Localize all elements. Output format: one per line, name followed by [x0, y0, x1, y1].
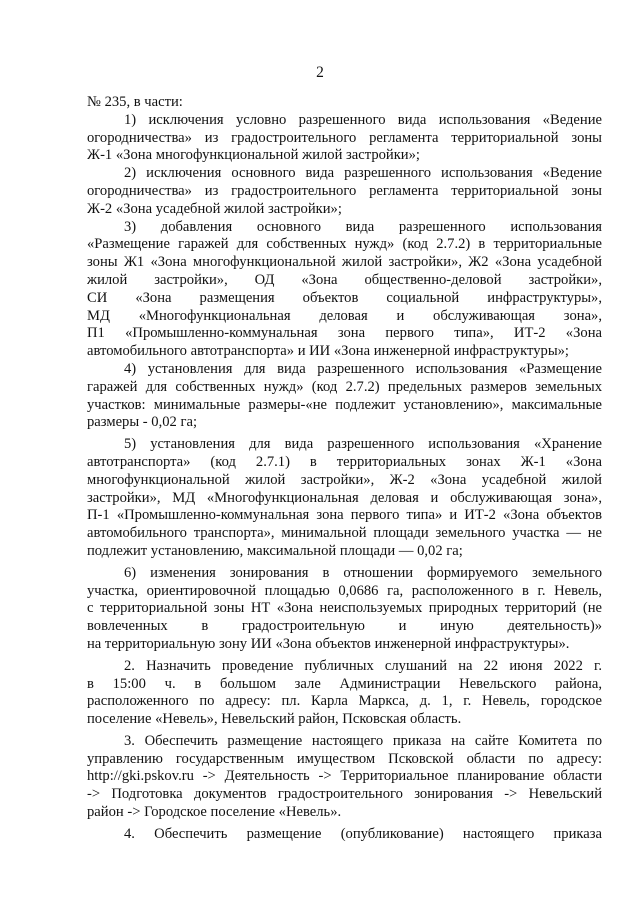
- text-line: 2) исключения основного вида разрешенного использования «Ведение: [124, 165, 602, 182]
- text-line: П-1 «Промышленно-коммунальная зона первого типа» и ИТ-2 «Зона объектов: [87, 507, 602, 524]
- paragraph-item-4: [87, 361, 602, 432]
- text-line: поселение «Невель», Невельский район, Псковская область.: [87, 711, 462, 728]
- text-line: 4) установления для вида разрешенного использования «Размещение: [124, 360, 602, 377]
- text-line: 1) исключения условно разрешенного вида использования «Ведение: [124, 111, 602, 128]
- text-line: застройки», МД «Многофункциональная деловая и обслуживающая зона»,: [87, 489, 602, 506]
- text-line: «Размещение гаражей для собственных нужд» (код 2.7.2) в территориальные: [87, 236, 602, 253]
- paragraph-item-6: [87, 565, 602, 654]
- text-line: участков: минимальные размеры-«не подлежит установлению», максимальные: [87, 396, 602, 413]
- text-line: автомобильного автотранспорта» и ИИ «Зона инженерной инфраструктуры»;: [87, 343, 569, 360]
- text-line: 3. Обеспечить размещение настоящего приказа на сайте Комитета по: [124, 732, 602, 749]
- text-line: размеры - 0,02 га;: [87, 414, 198, 431]
- text-line: огородничества» из градостроительного регламента территориальной зоны: [87, 129, 602, 146]
- text-line: расположенного по адресу: пл. Карла Маркса, д. 1, г. Невель, городское: [87, 693, 602, 710]
- paragraph-section-4: [87, 826, 602, 844]
- text-line: МД «Многофункциональная деловая и обслуживающая зона»,: [87, 307, 602, 324]
- text-line: П1 «Промышленно-коммунальная зона первого типа», ИТ-2 «Зона: [87, 325, 602, 342]
- text-line: 2. Назначить проведение публичных слушаний на 22 июня 2022 г.: [124, 657, 602, 674]
- text-line: 6) изменения зонирования в отношении формируемого земельного: [124, 564, 602, 581]
- paragraph-intro: [87, 94, 602, 112]
- text-line: СИ «Зона размещения объектов социальной инфраструктуры»,: [87, 289, 602, 306]
- text-line: в 15:00 ч. в большом зале Администрации Невельского района,: [87, 675, 602, 692]
- document-body: [87, 94, 602, 844]
- text-line: Ж-2 «Зона усадебной жилой застройки»;: [87, 200, 342, 217]
- text-line: район -> Городское поселение «Невель».: [87, 804, 342, 821]
- text-line: http://gki.pskov.ru -> Деятельность -> Территориальное планирование области: [87, 768, 602, 785]
- paragraph-section-2: [87, 658, 602, 729]
- text-line: гаражей для собственных нужд» (код 2.7.2) предельных размеров земельных: [87, 378, 602, 395]
- text-line: 4. Обеспечить размещение (опубликование) настоящего приказа: [124, 825, 602, 842]
- text-line: участка, ориентировочной площадью 0,0686 га, расположенного в г. Невель,: [87, 582, 602, 599]
- text-line: Ж-1 «Зона многофункциональной жилой застройки»;: [87, 147, 420, 164]
- paragraph-item-5: [87, 436, 602, 561]
- text-line: -> Подготовка документов градостроительного зонирования -> Невельский: [87, 786, 602, 803]
- text-line: подлежит установлению, максимальной площади — 0,02 га;: [87, 542, 463, 559]
- text-line: автомобильного транспорта», минимальной площади земельного участка — не: [87, 525, 602, 542]
- text-line: зоны Ж1 «Зона многофункциональной жилой застройки», Ж2 «Зона усадебной: [87, 254, 602, 271]
- page-number: 2: [316, 64, 324, 81]
- paragraph-item-1: [87, 112, 602, 165]
- paragraph-section-3: [87, 733, 602, 822]
- text-line: вовлеченных в градостроительную и иную деятельность)»: [87, 618, 602, 635]
- paragraph-item-3: [87, 219, 602, 361]
- text-line: с территориальной зоны НТ «Зона неиспользуемых природных территорий (не: [87, 600, 602, 617]
- text-line: 3) добавления основного вида разрешенного использования: [124, 218, 602, 235]
- text-line: огородничества» из градостроительного регламента территориальной зоны: [87, 182, 602, 199]
- text-line: жилой застройки», ОД «Зона общественно-деловой застройки»,: [87, 271, 602, 288]
- text-line: многофункциональной жилой застройки», Ж-2 «Зона усадебной жилой: [87, 471, 602, 488]
- text-line: 5) установления для вида разрешенного использования «Хранение: [124, 436, 602, 453]
- paragraph-item-2: [87, 165, 602, 218]
- text-line: на территориальную зону ИИ «Зона объектов инженерной инфраструктуры».: [87, 635, 570, 652]
- text-line: управлению государственным имуществом Псковской области по адресу:: [87, 750, 602, 767]
- text-line: № 235, в части:: [87, 94, 183, 110]
- text-line: автотранспорта» (код 2.7.1) в территориальных зонах Ж-1 «Зона: [87, 453, 602, 470]
